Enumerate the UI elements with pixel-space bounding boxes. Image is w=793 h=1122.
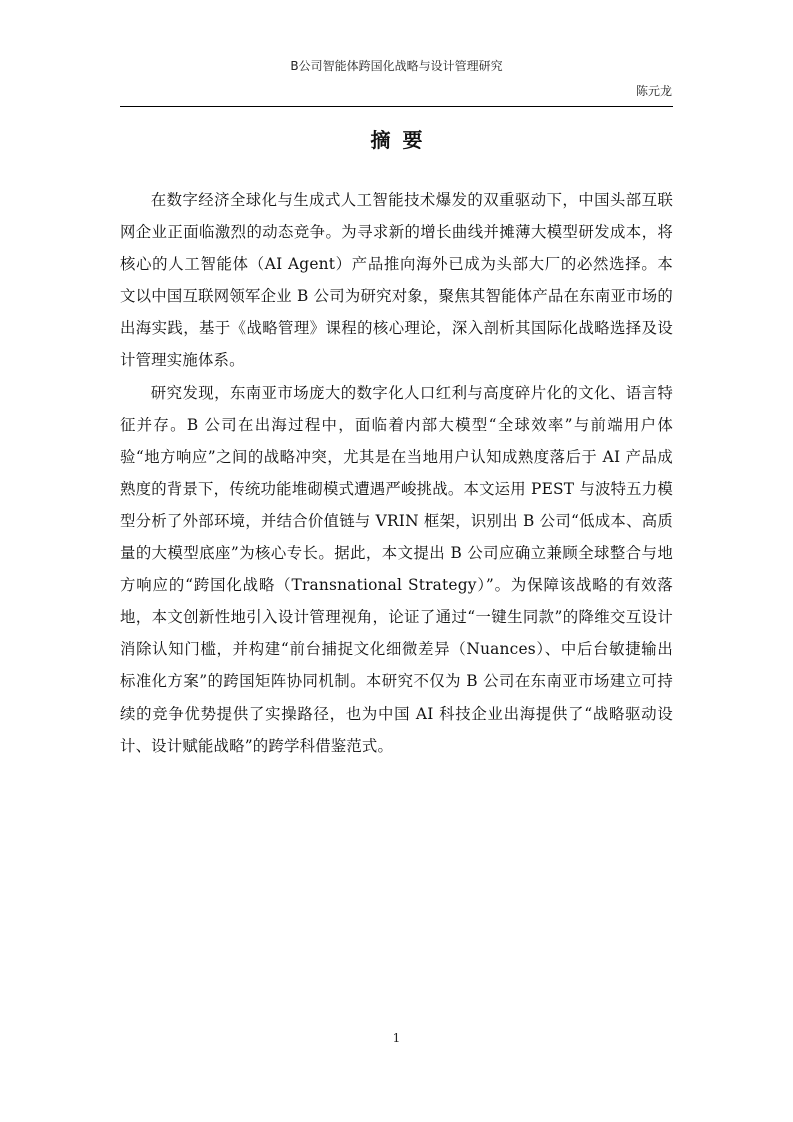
page-number: 1: [392, 1031, 401, 1045]
running-header-author: 陈元龙: [635, 84, 672, 98]
header-divider: [120, 106, 673, 107]
abstract-paragraph-2: 研究发现，东南亚市场庞大的数字化人口红利与高度碎片化的文化、语言特征并存。B 公司在出海过程中，面临着内部大模型“全球效率”与前端用户体验“地方响应”之间的战略冲突，尤其是在当地用户认知成熟度落后于 AI 产品成熟度的背景下，传统功能堆砌模式遭遇严峻挑战。本文运用 PEST 与波特五力模型分析了外部环境，并结合价值链与 VRIN 框架，识别出 B 公司“低成本、高质量的大模型底座”为核心专长。据此，本文提出 B 公司应确立兼顾全球整合与地方响应的“跨国化战略（Transnational Strategy）”。为保障该战略的有效落地，本文创新性地引入设计管理视角，论证了通过“一键生同款”的降维交互设计消除认知门槛，并构建“前台捕捉文化细微差异（Nuances）、中后台敏捷输出标准化方案”的跨国矩阵协同机制。本研究不仅为 B 公司在东南亚市场建立可持续的竞争优势提供了实操路径，也为中国 AI 科技企业出海提供了“战略驱动设计、设计赋能战略”的跨学科借鉴范式。: [120, 383, 673, 755]
abstract-body: [120, 184, 673, 762]
abstract-paragraph-1: 在数字经济全球化与生成式人工智能技术爆发的双重驱动下，中国头部互联网企业正面临激烈的动态竞争。为寻求新的增长曲线并摊薄大模型研发成本，将核心的人工智能体（AI Agent）产品推向海外已成为头部大厂的必然选择。本文以中国互联网领军企业 B 公司为研究对象，聚焦其智能体产品在东南亚市场的出海实践，基于《战略管理》课程的核心理论，深入剖析其国际化战略选择及设计管理实施体系。: [120, 191, 673, 370]
running-header-title: B公司智能体跨国化战略与设计管理研究: [290, 59, 503, 73]
abstract-heading: 摘要: [370, 128, 435, 152]
